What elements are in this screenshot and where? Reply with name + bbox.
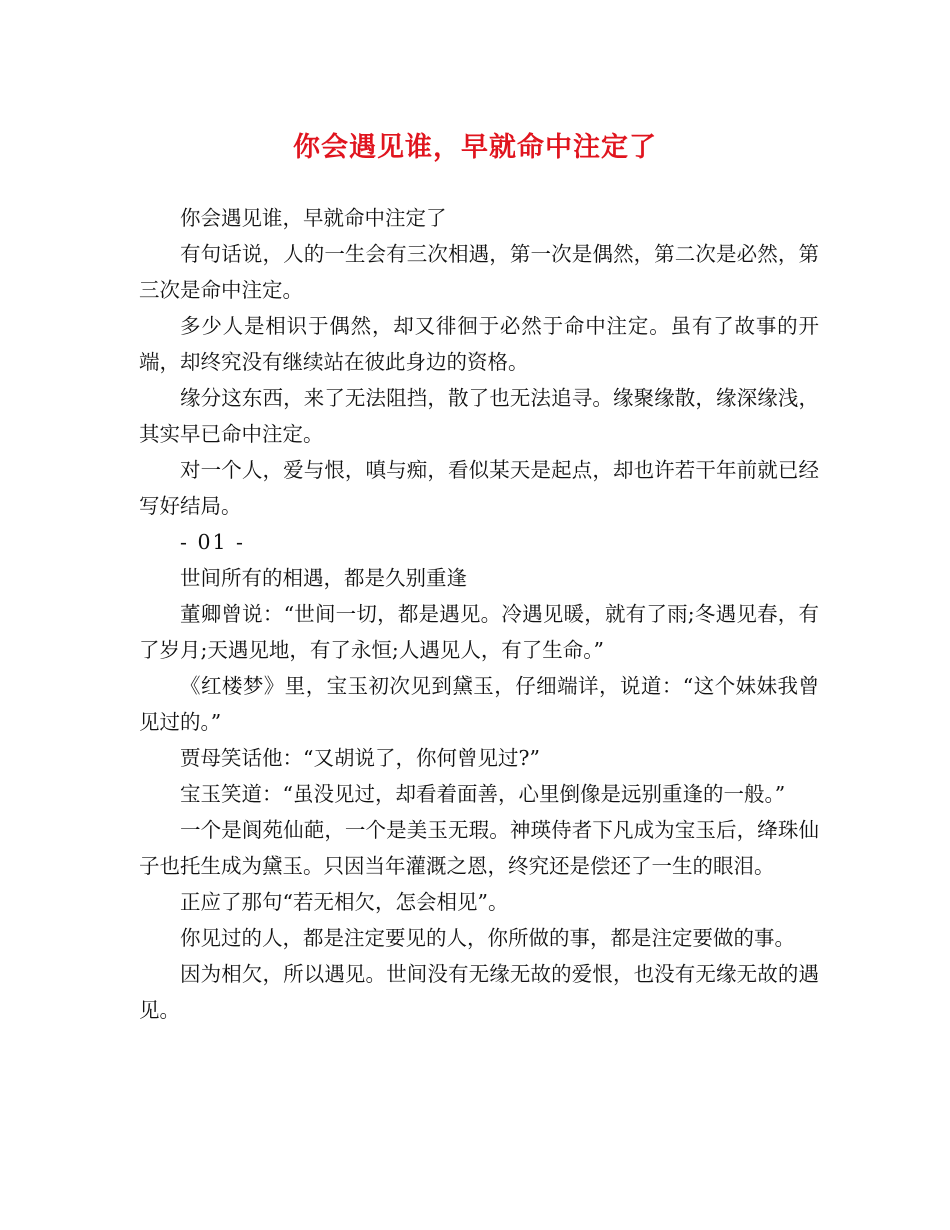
paragraph: 对一个人，爱与恨，嗔与痴，看似某天是起点，却也许若干年前就已经写好结局。 (139, 458, 819, 518)
paragraph: 你见过的人，都是注定要见的人，你所做的事，都是注定要做的事。 (180, 926, 795, 950)
document-body (139, 200, 819, 1028)
paragraph: 《红楼梦》里，宝玉初次见到黛玉，仔细端详，说道：“这个妹妹我曾见过的。” (139, 674, 819, 734)
paragraph-subtitle: 你会遇见谁，早就命中注定了 (180, 206, 447, 230)
paragraph: 因为相欠，所以遇见。世间没有无缘无故的爱恨，也没有无缘无故的遇见。 (139, 962, 819, 1022)
paragraph: 缘分这东西，来了无法阻挡，散了也无法追寻。缘聚缘散，缘深缘浅，其实早已命中注定。 (139, 386, 819, 446)
paragraph: 贾母笑话他：“又胡说了，你何曾见过?” (180, 746, 540, 770)
paragraph: 多少人是相识于偶然，却又徘徊于必然于命中注定。虽有了故事的开端，却终究没有继续站在彼此身边的资格。 (139, 314, 819, 374)
document-title: 你会遇见谁，早就命中注定了 (293, 132, 657, 163)
section-number: - 01 - (180, 530, 245, 554)
paragraph: 正应了那句“若无相欠，怎会相见”。 (180, 890, 509, 914)
paragraph: 一个是阆苑仙葩，一个是美玉无瑕。神瑛侍者下凡成为宝玉后，绛珠仙子也托生成为黛玉。只因当年灌溉之恩，终究还是偿还了一生的眼泪。 (139, 818, 819, 878)
section-heading: 世间所有的相遇，都是久别重逢 (180, 566, 467, 590)
paragraph: 宝玉笑道：“虽没见过，却看着面善，心里倒像是远别重逢的一般。” (180, 782, 786, 806)
paragraph: 有句话说，人的一生会有三次相遇，第一次是偶然，第二次是必然，第三次是命中注定。 (139, 242, 819, 302)
paragraph: 董卿曾说：“世间一切，都是遇见。冷遇见暖，就有了雨;冬遇见春，有了岁月;天遇见地，有了永恒;人遇见人，有了生命。” (139, 602, 819, 662)
